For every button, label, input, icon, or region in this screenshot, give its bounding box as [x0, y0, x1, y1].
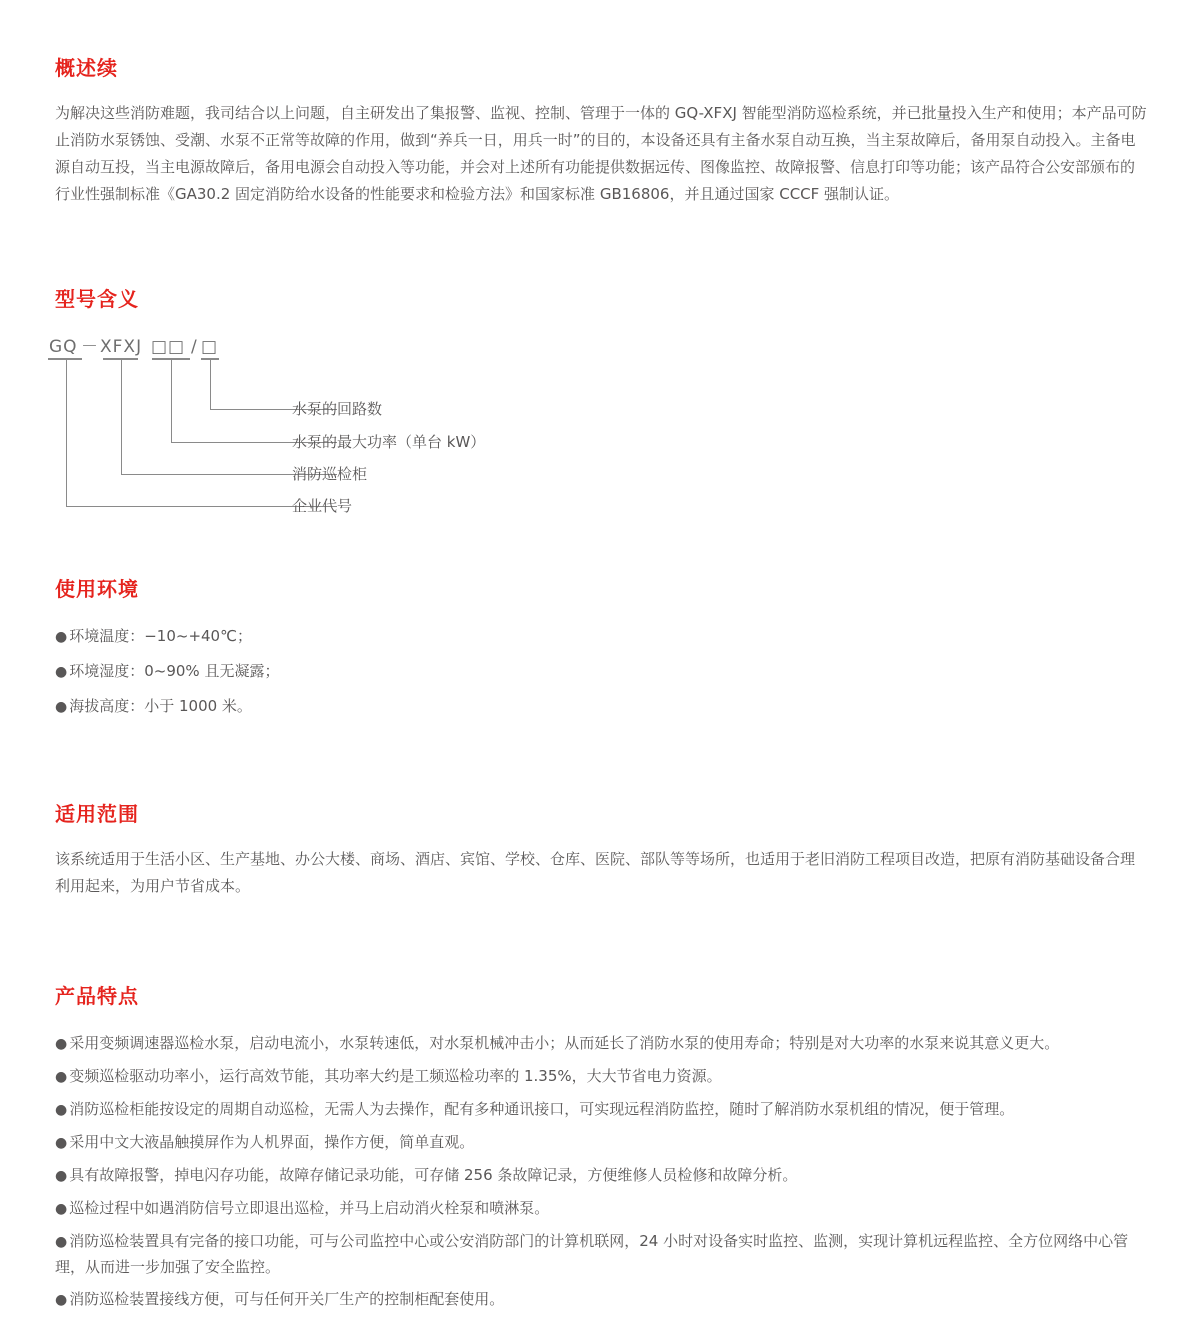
- bullet-icon: ●: [55, 1036, 68, 1052]
- list-item: [55, 623, 1148, 650]
- section-overview: [55, 57, 1148, 208]
- section-scope: [55, 803, 1148, 900]
- bullet-icon: ●: [55, 1135, 68, 1151]
- section-title-features: 产品特点: [55, 984, 139, 1008]
- list-item: [55, 1064, 1148, 1090]
- list-item: [55, 1287, 1148, 1313]
- list-item: [55, 658, 1148, 685]
- list-item: [55, 693, 1148, 720]
- diagram-branch-line: [121, 358, 122, 475]
- model-code-diagram: [49, 337, 1148, 523]
- list-item: [55, 1196, 1148, 1222]
- bullet-icon: ●: [55, 1234, 68, 1250]
- bullet-icon: ●: [55, 1069, 68, 1085]
- bullet-icon: ●: [55, 1292, 68, 1308]
- bullet-icon: ●: [55, 1168, 68, 1184]
- feature-item: 消防巡检柜能按设定的周期自动巡检，无需人为去操作，配有多种通讯接口，可实现远程消防监控，随时了解消防水泵机组的情况，便于管理。: [69, 1100, 1015, 1118]
- environment-item-temperature: 环境温度：−10~+40℃；: [69, 627, 252, 645]
- feature-item: 变频巡检驱动功率小，运行高效节能，其功率大约是工频巡检功率的 1.35%，大大节省电力资源。: [69, 1067, 722, 1085]
- model-code-loop-box: □: [201, 337, 219, 357]
- diagram-tick-bar: [48, 358, 82, 360]
- section-model-meaning: [49, 287, 1148, 523]
- environment-list: [55, 623, 1148, 720]
- feature-item: 采用中文大液晶触摸屏作为人机界面，操作方便，简单直观。: [69, 1133, 475, 1151]
- feature-item: 巡检过程中如遇消防信号立即退出巡检，并马上启动消火栓泵和喷淋泵。: [69, 1199, 550, 1217]
- list-item: [55, 1031, 1148, 1057]
- diagram-label-loop-count: 水泵的回路数: [292, 400, 383, 418]
- section-title-model-meaning: 型号含义: [55, 287, 139, 311]
- section-title-scope: 适用范围: [55, 802, 139, 826]
- overview-paragraph: 为解决这些消防难题，我司结合以上问题，自主研发出了集报警、监视、控制、管理于一体的 GQ-XFXJ 智能型消防巡检系统，并已批量投入生产和使用；本产品可防止消防水泵锈蚀、受潮、水泵不正常等故障的作用，做到“养兵一日，用兵一时”的目的，本设备还具有主备水泵自动互换，当主泵故障后，备用泵自动投入。主备电源自动互投，当主电源故障后，备用电源会自动投入等功能，并会对上述所有功能提供数据远传、图像监控、故障报警、信息打印等功能；该产品符合公安部颁布的行业性强制标准《GA30.2 固定消防给水设备的性能要求和检验方法》和国家标准 GB16806，并且通过国家 CCCF 强制认证。: [55, 104, 1147, 203]
- scope-paragraph: 该系统适用于生活小区、生产基地、办公大楼、商场、酒店、宾馆、学校、仓库、医院、部队等等场所，也适用于老旧消防工程项目改造，把原有消防基础设备合理利用起来，为用户节省成本。: [55, 850, 1136, 895]
- environment-item-humidity: 环境湿度：0~90% 且无凝露；: [69, 662, 280, 680]
- section-environment: [55, 578, 1148, 728]
- bullet-icon: ●: [55, 1201, 68, 1217]
- model-code-power-boxes: □□: [151, 337, 186, 357]
- list-item: [55, 1097, 1148, 1123]
- model-code-enterprise: GQ: [49, 337, 78, 357]
- model-code-dash: －: [81, 337, 99, 357]
- diagram-label-max-power: 水泵的最大功率（单台 kW）: [292, 433, 486, 451]
- diagram-branch-line: [210, 358, 211, 410]
- features-list: [55, 1031, 1148, 1313]
- feature-item: 具有故障报警，掉电闪存功能，故障存储记录功能，可存储 256 条故障记录，方便维修人员检修和故障分析。: [69, 1166, 798, 1184]
- diagram-branch-line: [171, 358, 172, 443]
- environment-item-altitude: 海拔高度：小于 1000 米。: [69, 697, 252, 715]
- section-title-overview: 概述续: [55, 56, 118, 80]
- diagram-branch-line: [66, 358, 67, 507]
- list-item: [55, 1130, 1148, 1156]
- section-features: [55, 985, 1148, 1320]
- diagram-label-enterprise: 企业代号: [292, 497, 353, 515]
- list-item: [55, 1229, 1148, 1280]
- diagram-label-cabinet: 消防巡检柜: [292, 465, 368, 483]
- bullet-icon: ●: [55, 1102, 68, 1118]
- feature-item: 消防巡检装置具有完备的接口功能，可与公司监控中心或公安消防部门的计算机联网，24 小时对设备实时监控、监测，实现计算机远程监控、全方位网络中心管理，从而进一步加强了安全监控。: [55, 1232, 1129, 1276]
- list-item: [55, 1163, 1148, 1189]
- feature-item: 消防巡检装置接线方便，可与任何开关厂生产的控制柜配套使用。: [69, 1290, 505, 1308]
- bullet-icon: ●: [55, 664, 68, 680]
- section-title-environment: 使用环境: [55, 577, 139, 601]
- model-code-series: XFXJ: [100, 337, 143, 357]
- feature-item: 采用变频调速器巡检水泵，启动电流小，水泵转速低，对水泵机械冲击小；从而延长了消防水泵的使用寿命；特别是对大功率的水泵来说其意义更大。: [69, 1034, 1060, 1052]
- model-code-slash: /: [191, 337, 198, 357]
- bullet-icon: ●: [55, 699, 68, 715]
- bullet-icon: ●: [55, 629, 68, 645]
